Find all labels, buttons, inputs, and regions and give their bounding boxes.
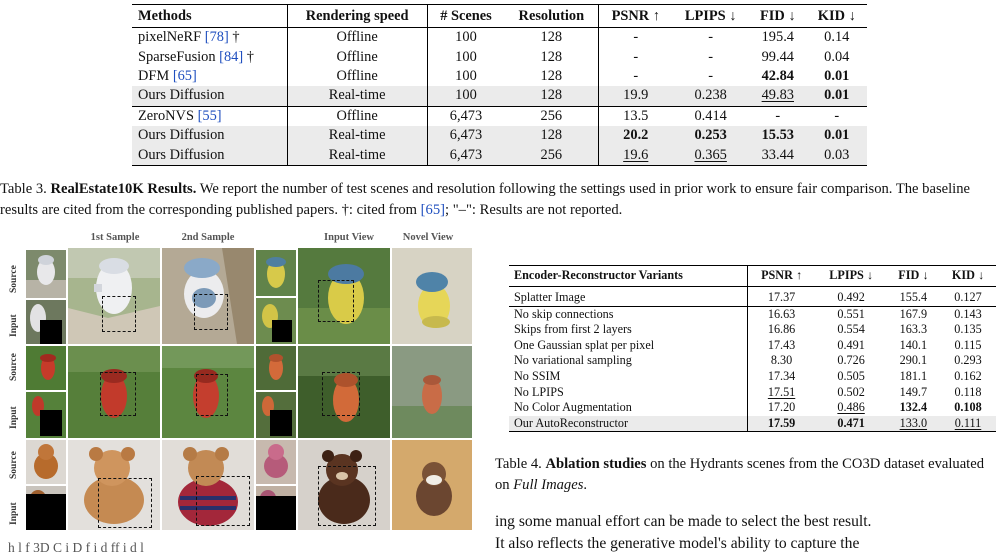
row-label-input: Input (9, 406, 19, 429)
body-line: ing some manual effort can be made to select the best result. (495, 513, 872, 530)
table-row (509, 416, 996, 432)
scenes-cell: 100 (427, 47, 504, 66)
kid-cell: 0.293 (954, 353, 982, 368)
crop-box (102, 296, 136, 332)
caption-title: Ablation studies (545, 456, 647, 472)
table-row (132, 47, 867, 66)
table-row (132, 145, 867, 165)
source-thumbnail (256, 250, 296, 296)
kid-cell: 0.118 (954, 384, 982, 399)
fid-cell: 181.1 (899, 368, 928, 383)
method-cell: ZeroNVS [55] (138, 107, 222, 124)
col-title-2nd-sample: 2nd Sample (181, 232, 235, 243)
input-thumbnail (256, 298, 296, 344)
fid-cell: 99.44 (761, 48, 794, 65)
psnr-cell: - (599, 67, 673, 86)
table-row (132, 28, 867, 48)
t3-header-speed: Rendering speed (287, 5, 427, 28)
fid-cell: 140.1 (899, 337, 928, 352)
scenes-cell: 6,473 (427, 106, 504, 126)
caption-title: RealEstate10K Results. (50, 181, 197, 197)
t4-header-variants: Encoder-Reconstructor Variants (514, 268, 683, 283)
kid-cell: 0.111 (940, 416, 996, 432)
lpips-cell: 0.486 (837, 400, 865, 415)
psnr-cell: 19.9 (599, 86, 673, 106)
figure-caption: h l f 3D C i D f i d ff i d l (8, 540, 144, 553)
crop-box (322, 372, 360, 416)
lpips-cell: 0.551 (837, 306, 865, 321)
lpips-cell: 0.492 (837, 290, 865, 304)
input-thumbnail (256, 392, 296, 438)
resolution-cell: 256 (540, 107, 563, 124)
t3-header-methods: Methods (138, 7, 192, 24)
kid-cell: 0.108 (954, 400, 982, 415)
table-row (132, 67, 867, 86)
lpips-cell: 0.554 (837, 322, 865, 337)
caption-text: ; "–": Results are not reported. (445, 201, 623, 218)
scenes-cell: 100 (427, 28, 504, 48)
table-row (509, 322, 996, 338)
lpips-cell: 0.505 (837, 368, 865, 383)
psnr-cell: 19.6 (599, 145, 673, 165)
kid-cell: 0.14 (824, 29, 850, 46)
source-thumbnail (26, 250, 66, 298)
t4-header-lpips: LPIPS ↓ (829, 268, 873, 283)
table-row (509, 385, 996, 401)
table-4 (509, 265, 996, 432)
citation-link[interactable]: [65] (172, 67, 197, 84)
caption-italic: Full Images (513, 476, 584, 493)
caption-label: Table 4. (495, 456, 542, 472)
t3-header-kid: KID ↓ (817, 7, 856, 24)
kid-cell: 0.115 (954, 337, 982, 352)
variant-cell: Our AutoReconstructor (509, 416, 747, 432)
method-cell: Ours Diffusion (132, 145, 287, 165)
novel-view-image (392, 346, 472, 438)
body-line: It also reflects the generative model's ability to capture the (495, 535, 860, 552)
fid-cell: 33.44 (749, 145, 806, 165)
kid-cell: 0.143 (954, 306, 982, 321)
method-cell: Ours Diffusion (132, 126, 287, 145)
resolution-cell: 128 (540, 29, 563, 46)
kid-cell: 0.01 (807, 86, 867, 106)
method-cell: pixelNeRF [78] † (138, 29, 240, 46)
lpips-cell: 0.471 (815, 416, 886, 432)
crop-box (100, 372, 136, 416)
speed-cell: Offline (287, 106, 427, 126)
fid-cell: 163.3 (899, 322, 928, 337)
kid-cell: 0.04 (824, 48, 850, 65)
qualitative-figure (8, 232, 474, 532)
lpips-cell: 0.414 (694, 107, 727, 124)
fid-cell: 195.4 (761, 29, 794, 46)
method-cell: DFM [65] (138, 67, 197, 84)
lpips-cell: 0.365 (672, 145, 749, 165)
lpips-cell: - (708, 29, 714, 46)
kid-cell: 0.01 (824, 67, 850, 84)
psnr-cell: - (599, 28, 673, 48)
psnr-cell: 17.34 (747, 369, 815, 385)
row-label-input: Input (9, 314, 19, 337)
input-thumbnail (26, 392, 66, 438)
lpips-cell: 0.253 (672, 126, 749, 145)
psnr-cell: 17.20 (747, 400, 815, 416)
fid-cell: 155.4 (899, 290, 928, 304)
table-row (132, 106, 867, 126)
crop-box (318, 280, 354, 322)
lpips-cell: - (708, 48, 714, 65)
variant-cell: Skips from first 2 layers (514, 322, 632, 337)
psnr-cell: 17.51 (747, 385, 815, 401)
citation-link[interactable]: [55] (197, 107, 222, 124)
crop-box (194, 294, 228, 330)
lpips-cell: 0.491 (837, 337, 865, 352)
fid-cell: 42.84 (761, 67, 794, 84)
speed-cell: Offline (287, 28, 427, 48)
variant-cell: No SSIM (514, 368, 561, 383)
novel-view-image (392, 248, 472, 344)
psnr-cell: 8.30 (747, 353, 815, 369)
row-label-input: Input (9, 502, 19, 525)
t3-header-fid: FID ↓ (760, 7, 796, 24)
lpips-cell: 0.502 (837, 384, 865, 399)
speed-cell: Real-time (287, 126, 427, 145)
table-row (509, 287, 996, 307)
table-4-header-row (509, 266, 996, 287)
table-3-caption (0, 179, 1002, 220)
fid-cell: 167.9 (899, 306, 928, 321)
table-row (509, 338, 996, 354)
col-title-1st-sample: 1st Sample (90, 232, 140, 243)
psnr-cell: - (599, 47, 673, 66)
speed-cell: Offline (287, 47, 427, 66)
fid-cell: 132.4 (899, 400, 928, 415)
variant-cell: No Color Augmentation (514, 400, 632, 415)
caption-text: on the Hydrants scenes from the CO3D dataset evaluated on (495, 456, 985, 493)
input-thumbnail (26, 300, 66, 344)
fid-cell: 149.7 (899, 384, 928, 399)
citation-link[interactable]: [78] (204, 29, 229, 46)
resolution-cell: 256 (504, 145, 598, 165)
psnr-cell: 16.63 (747, 306, 815, 322)
crop-box (196, 374, 228, 416)
col-title-novel-view: Novel View (402, 232, 454, 243)
input-thumbnail (26, 486, 66, 530)
t4-header-kid: KID ↓ (951, 268, 985, 283)
table-row (509, 353, 996, 369)
fid-cell: 290.1 (899, 353, 928, 368)
speed-cell: Real-time (287, 86, 427, 106)
source-thumbnail (256, 440, 296, 484)
table-3 (132, 4, 867, 166)
psnr-cell: 13.5 (599, 106, 673, 126)
variant-cell: No skip connections (514, 306, 614, 321)
row-label-source: Source (9, 451, 19, 479)
body-paragraph (495, 511, 1002, 555)
t3-header-scenes: # Scenes (427, 5, 504, 28)
caption-label: Table 3. (0, 181, 47, 197)
t3-header-resolution: Resolution (518, 7, 585, 24)
input-thumbnail (256, 486, 296, 530)
kid-cell: 0.135 (954, 322, 982, 337)
variant-cell: No variational sampling (514, 353, 632, 368)
t3-header-psnr: PSNR ↑ (599, 5, 673, 28)
crop-box (98, 478, 152, 528)
variant-cell: No LPIPS (514, 384, 564, 399)
fid-cell: - (775, 107, 781, 124)
novel-view-image (392, 440, 472, 530)
col-title-input-view: Input View (324, 232, 374, 243)
citation-link[interactable]: [65] (420, 201, 445, 218)
speed-cell: Offline (287, 67, 427, 86)
fid-cell: 49.83 (749, 86, 806, 106)
caption-text: We report the number of test scenes and resolution following the settings used in prior work to ensure fair comparison. The baseline results are cited from the corresponding published papers. †: cited from (0, 181, 970, 218)
lpips-cell: - (708, 67, 714, 84)
t4-header-fid: FID ↓ (898, 268, 929, 283)
table-3-header-row (132, 5, 867, 28)
caption-text: . (583, 476, 588, 493)
variant-cell: Splatter Image (514, 290, 586, 304)
psnr-cell: 17.59 (747, 416, 815, 432)
kid-cell: 0.162 (954, 368, 982, 383)
psnr-cell: 17.37 (747, 287, 815, 307)
fid-cell: 133.0 (887, 416, 940, 432)
t3-header-lpips: LPIPS ↓ (684, 7, 737, 24)
scenes-cell: 100 (427, 67, 504, 86)
table-row (509, 369, 996, 385)
kid-cell: 0.03 (807, 145, 867, 165)
citation-link[interactable]: [84] (219, 48, 244, 65)
table-row (132, 126, 867, 145)
lpips-cell: 0.726 (837, 353, 865, 368)
row-label-source: Source (9, 265, 19, 293)
method-cell: SparseFusion [84] † (138, 48, 254, 65)
method-cell: Ours Diffusion (132, 86, 287, 106)
source-thumbnail (256, 346, 296, 390)
resolution-cell: 128 (540, 48, 563, 65)
scenes-cell: 6,473 (427, 145, 504, 165)
kid-cell: - (834, 107, 840, 124)
speed-cell: Real-time (287, 145, 427, 165)
table-4-caption (495, 454, 1002, 495)
kid-cell: 0.127 (954, 290, 982, 304)
variant-cell: One Gaussian splat per pixel (514, 337, 655, 352)
scenes-cell: 100 (427, 86, 504, 106)
resolution-cell: 128 (504, 126, 598, 145)
psnr-cell: 20.2 (599, 126, 673, 145)
crop-box (196, 476, 250, 526)
lpips-cell: 0.238 (672, 86, 749, 106)
table-row (509, 400, 996, 416)
source-thumbnail (26, 440, 66, 484)
psnr-cell: 17.43 (747, 338, 815, 354)
row-label-source: Source (9, 353, 19, 381)
scenes-cell: 6,473 (427, 126, 504, 145)
resolution-cell: 128 (504, 86, 598, 106)
source-thumbnail (26, 346, 66, 390)
fid-cell: 15.53 (749, 126, 806, 145)
table-row (132, 86, 867, 106)
table-row (509, 306, 996, 322)
t4-header-psnr: PSNR ↑ (747, 266, 815, 287)
resolution-cell: 128 (540, 67, 563, 84)
crop-box (318, 466, 376, 526)
kid-cell: 0.01 (807, 126, 867, 145)
psnr-cell: 16.86 (747, 322, 815, 338)
